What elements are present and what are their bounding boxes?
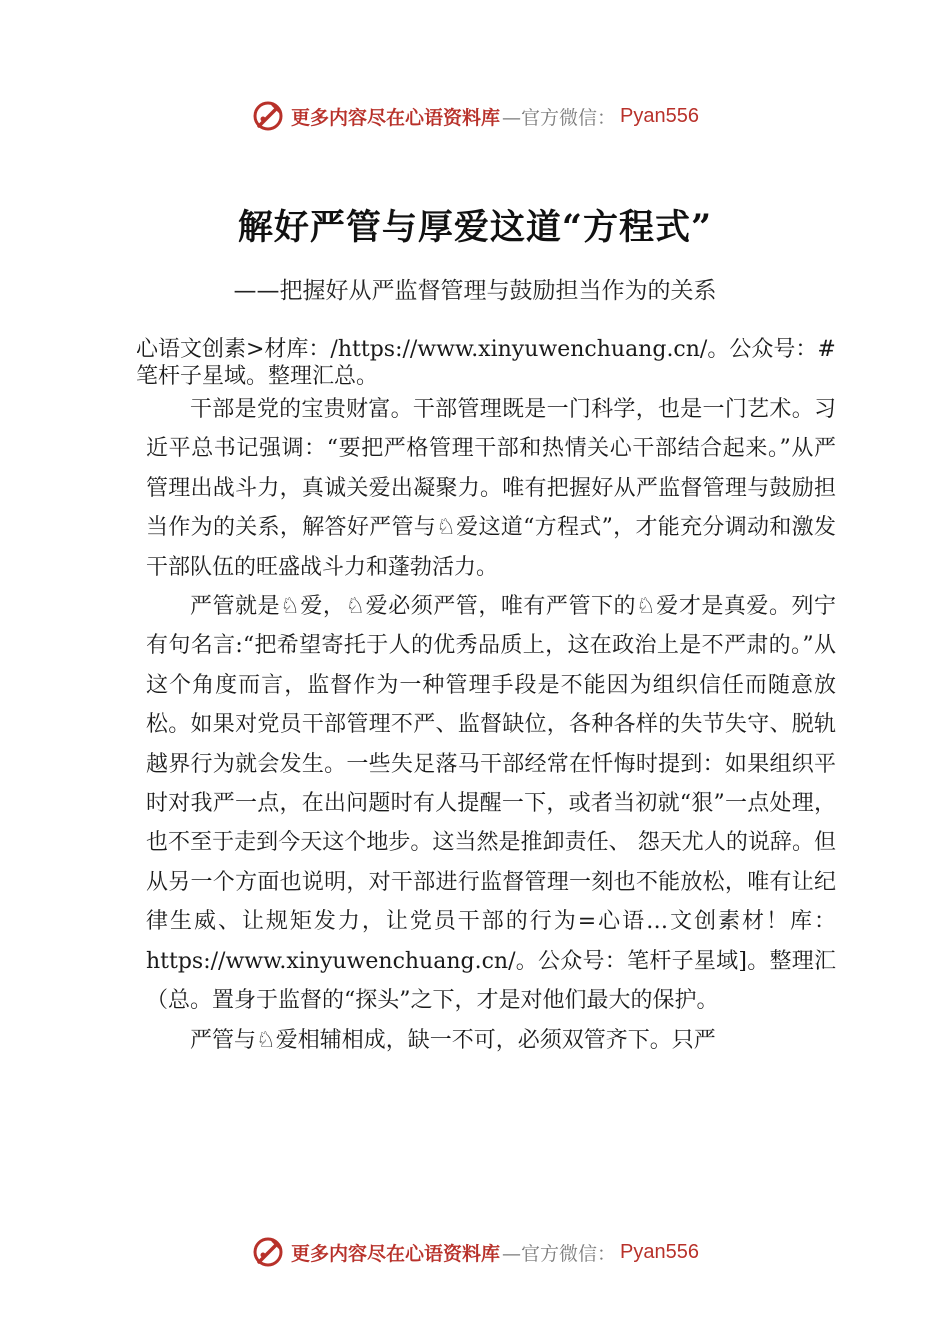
paragraph: 严管与♘爱相辅相成，缺一不可，必须双管齐下。只严 bbox=[190, 1027, 716, 1053]
paragraph: 干部是党的宝贵财富。干部管理既是一门科学，也是一门艺术。习近平总书记强调：“要把严格管理干部和热情关心干部结合起来。”从严管理出战斗力，真诚关爱出凝聚力。唯有把握好从严监督管理与鼓励担当作为的关系，解答好严管与♘爱这道“方程式”，才能充分调动和激发干部队伍的旺盛战斗力和蓬勃活力。 bbox=[146, 397, 836, 580]
banner-wechat-id: Pyan556 bbox=[620, 1240, 699, 1263]
document-title: 解好严管与厚爱这道“方程式” bbox=[237, 207, 713, 248]
footer-banner bbox=[0, 1232, 950, 1272]
source-note: 心语文创素>材库：/https://www.xinyuwenchuang.cn/。公众号：#笔杆子星域。整理汇总。 bbox=[136, 337, 836, 389]
pen-logo-icon bbox=[251, 1235, 285, 1269]
banner-main-text: 更多内容尽在心语资料库 bbox=[291, 1242, 501, 1265]
paragraph: 严管就是♘爱，♘爱必须严管，唯有严管下的♘爱才是真爱。列宁有句名言:“把希望寄托于人的优秀品质上，这在政治上是不严肃的。”从这个角度而言，监督作为一种管理手段是不能因为组织信任而随意放松。如果对党员干部管理不严、监督缺位，各种各样的失节失守、脱轨越界行为就会发生。一些失足落马干部经常在忏悔时提到：如果组织平时对我严一点，在出问题时有人提醒一下，或者当初就“狠”一点处理，也不至于走到今天这个地步。这当然是推卸责任、 怨天尤人的说辞。但从另一个方面也说明，对干部进行监督管理一刻也不能放松，唯有让纪律生威、让规矩发力，让党员干部的行为=心语…文创素材！库：https://www.xinyuwenchuang.cn/。公众号：笔杆子星域]。整理汇（总。置身于监督的“探头”之下，才是对他们最大的保护。 bbox=[146, 594, 836, 1014]
banner-sub-text: —官方微信： bbox=[502, 1242, 617, 1265]
banner-main-text: 更多内容尽在心语资料库 bbox=[291, 106, 501, 129]
banner-sub-text: —官方微信： bbox=[502, 106, 617, 129]
document-subtitle: ——把握好从严监督管理与鼓励担当作为的关系 bbox=[233, 278, 717, 304]
pen-logo-icon bbox=[251, 99, 285, 133]
header-banner bbox=[0, 96, 950, 136]
document-body bbox=[146, 390, 836, 1060]
banner-wechat-id: Pyan556 bbox=[620, 104, 699, 127]
